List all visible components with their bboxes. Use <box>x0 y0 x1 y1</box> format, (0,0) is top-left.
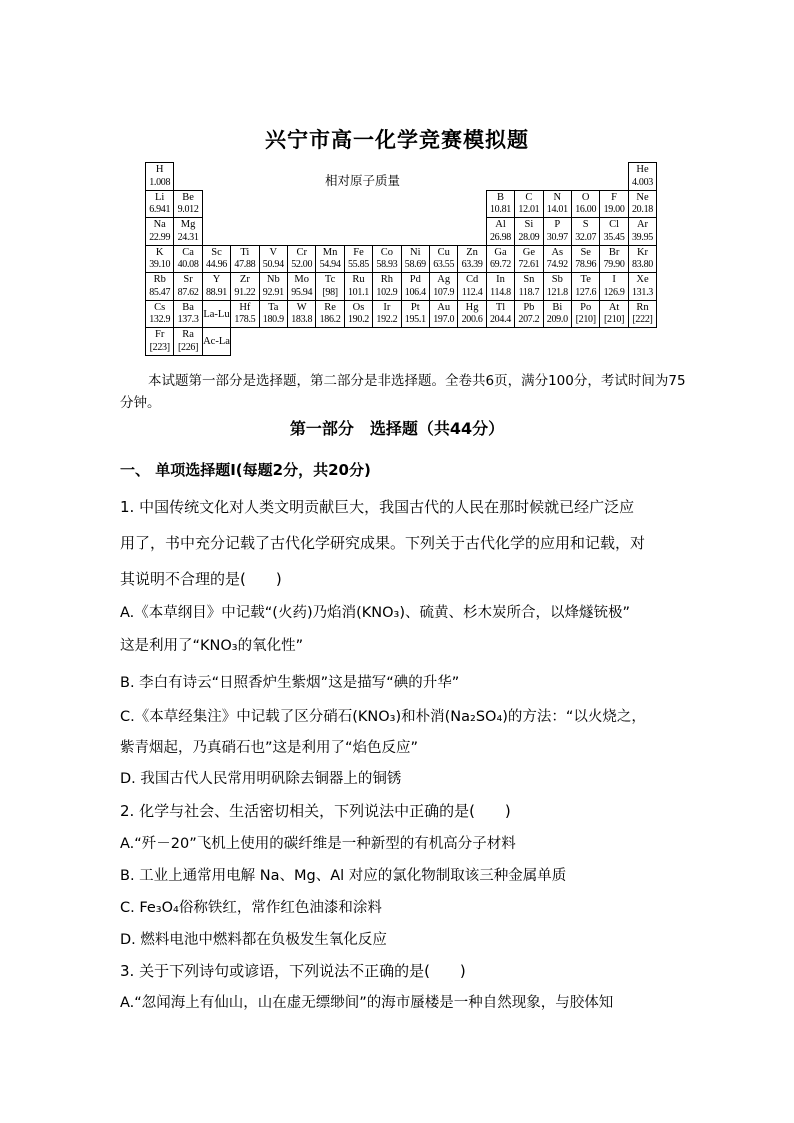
element-cell-cd <box>457 272 486 301</box>
element-symbol: S <box>582 219 589 230</box>
element-mass: 190.2 <box>347 314 369 325</box>
element-symbol: Pd <box>409 274 421 285</box>
element-mass: 192.2 <box>376 314 398 325</box>
element-cell-rh <box>372 272 401 301</box>
q2-option-d: D. 燃料电池中燃料都在负极发生氧化反应 <box>120 932 387 948</box>
section1-heading: 一、 单项选择题Ⅰ(每题2分，共20分) <box>120 461 371 479</box>
element-mass: [98] <box>322 286 338 298</box>
element-cell-ne <box>628 190 657 219</box>
element-cell-al <box>486 217 515 246</box>
element-cell-bi <box>543 300 572 329</box>
element-mass: 180.9 <box>262 314 284 325</box>
element-cell-in <box>486 272 515 301</box>
element-cell-mn <box>315 245 344 274</box>
element-symbol: Ne <box>636 191 649 203</box>
element-mass: 54.94 <box>319 259 341 270</box>
element-symbol: Sc <box>211 246 222 258</box>
element-cell-i <box>599 272 628 301</box>
element-cell-cu <box>429 245 458 274</box>
element-mass: [222] <box>632 314 653 325</box>
element-mass: 79.90 <box>603 259 625 270</box>
element-symbol: At <box>608 301 620 313</box>
element-symbol: In <box>496 274 505 285</box>
element-cell-v <box>259 245 288 274</box>
element-mass: 52.00 <box>291 259 313 270</box>
element-symbol: Ir <box>383 301 391 313</box>
q2-option-a: A.“歼－20”飞机上使用的碳纤维是一种新型的有机高分子材料 <box>120 836 516 852</box>
element-mass: 200.6 <box>461 314 483 325</box>
element-cell-ar <box>628 217 657 246</box>
element-cell-ir <box>372 300 401 329</box>
element-mass: 28.09 <box>518 231 540 243</box>
element-symbol: Co <box>380 246 394 258</box>
q1-stem-line3: 其说明不合理的是( ) <box>120 570 282 588</box>
element-cell-h <box>145 162 174 191</box>
element-cell-hg <box>457 300 486 329</box>
element-mass: 16.00 <box>575 204 597 215</box>
element-mass: 78.96 <box>575 259 597 270</box>
element-cell-be <box>173 190 202 219</box>
element-symbol: Zr <box>239 274 250 285</box>
element-symbol: Sb <box>551 274 563 285</box>
element-cell-mg <box>173 217 202 246</box>
q1-option-a-line2: 这是利用了“KNO₃的氧化性” <box>120 638 304 654</box>
element-symbol: Ra <box>182 329 194 340</box>
element-symbol: Kr <box>636 246 649 258</box>
element-mass: 91.22 <box>234 286 256 298</box>
element-symbol: La-Lu <box>203 308 230 320</box>
element-mass: 50.94 <box>262 259 284 270</box>
element-symbol: V <box>269 246 278 258</box>
exam-instructions: 本试题第一部分是选择题，第二部分是非选择题。全卷共6页，满分100分，考试时间为75分钟。 <box>120 373 686 411</box>
periodic-table-caption: 相对原子质量 <box>325 173 401 188</box>
element-symbol: Fe <box>353 246 364 258</box>
element-symbol: Sr <box>183 274 193 285</box>
element-symbol: F <box>611 191 617 203</box>
element-mass: 74.92 <box>546 259 568 270</box>
element-symbol: Au <box>437 301 451 313</box>
element-mass: 22.99 <box>149 231 171 243</box>
element-mass: 55.85 <box>347 259 369 270</box>
element-cell-co <box>372 245 401 274</box>
element-mass: 20.18 <box>631 204 653 215</box>
element-symbol: Te <box>580 274 591 285</box>
q1-option-d: D. 我国古代人民常用明矾除去铜器上的铜锈 <box>120 771 402 787</box>
element-cell-sn <box>514 272 543 301</box>
element-symbol: Cu <box>437 246 450 258</box>
element-mass: 102.9 <box>376 286 398 298</box>
element-mass: 132.9 <box>149 314 171 325</box>
element-symbol: Pb <box>523 301 535 313</box>
element-symbol: Os <box>352 301 365 313</box>
element-cell-p <box>543 217 572 246</box>
element-mass: 10.81 <box>489 204 511 215</box>
element-symbol: W <box>296 301 307 313</box>
element-cell-pb <box>514 300 543 329</box>
element-symbol: N <box>553 191 562 203</box>
element-symbol: Tl <box>495 301 506 313</box>
element-mass: 197.0 <box>433 314 455 325</box>
element-mass: 1.008 <box>149 176 171 188</box>
element-mass: 95.94 <box>291 286 313 298</box>
element-symbol: Si <box>524 219 534 230</box>
page-title: 兴宁市高一化学竞赛模拟题 <box>265 127 529 152</box>
element-mass: 63.39 <box>461 259 483 270</box>
element-symbol: Rb <box>153 274 166 285</box>
element-symbol: Rh <box>380 274 394 285</box>
q1-option-c-line2: 紫青烟起，乃真硝石也”这是利用了“焰色反应” <box>120 740 419 756</box>
element-cell-ru <box>344 272 373 301</box>
element-cell-si <box>514 217 543 246</box>
element-cell-sb <box>543 272 572 301</box>
element-symbol: P <box>554 219 561 230</box>
element-mass: [210] <box>604 314 625 325</box>
element-mass: 85.47 <box>149 286 171 298</box>
element-mass: 107.9 <box>433 286 455 298</box>
element-cell-os <box>344 300 373 329</box>
q2-option-b: B. 工业上通常用电解 Na、Mg、Al 对应的氯化物制取该三种金属单质 <box>120 868 567 884</box>
element-symbol: Cl <box>609 219 620 230</box>
q2-stem: 2. 化学与社会、生活密切相关，下列说法中正确的是( ) <box>120 802 511 820</box>
element-cell-cl <box>599 217 628 246</box>
element-mass: 58.69 <box>404 259 426 270</box>
element-symbol: Pt <box>410 301 420 313</box>
q3-stem: 3. 关于下列诗句或谚语，下列说法不正确的是( ) <box>120 962 466 980</box>
element-cell-at <box>599 300 628 329</box>
element-mass: 47.88 <box>234 259 256 270</box>
element-symbol: Ca <box>182 246 194 258</box>
element-mass: 204.4 <box>489 314 511 325</box>
element-cell-rn <box>628 300 657 329</box>
element-cell-sr <box>173 272 202 301</box>
element-cell-rb <box>145 272 174 301</box>
element-cell-te <box>571 272 600 301</box>
element-mass: 39.10 <box>149 259 171 270</box>
element-cell-re <box>315 300 344 329</box>
element-mass: 63.55 <box>433 259 455 270</box>
element-symbol: Ac-La <box>203 336 230 347</box>
element-cell-kr <box>628 245 657 274</box>
element-cell-o <box>571 190 600 219</box>
element-cell-fe <box>344 245 373 274</box>
element-symbol: H <box>155 164 164 175</box>
q1-stem-line2: 用了，书中充分记载了古代化学研究成果。下列关于古代化学的应用和记载，对 <box>120 534 646 552</box>
element-cell-zn <box>457 245 486 274</box>
element-cell-tc <box>315 272 344 301</box>
element-symbol: Po <box>580 301 592 313</box>
element-symbol: Be <box>182 191 194 203</box>
element-symbol: I <box>612 274 616 285</box>
element-cell-as <box>543 245 572 274</box>
element-symbol: Re <box>324 301 336 313</box>
element-cell-pd <box>401 272 430 301</box>
element-cell-cs <box>145 300 174 329</box>
element-symbol: Ta <box>268 301 279 313</box>
q1-option-a-line1: A.《本草纲目》中记载“(火药)乃焰消(KNO₃)、硫黄、杉木炭所合，以烽燧铳极” <box>120 605 631 621</box>
element-cell-li <box>145 190 174 219</box>
element-mass: 58.93 <box>376 259 398 270</box>
element-mass: 24.31 <box>177 231 199 243</box>
element-mass: 39.95 <box>631 231 653 243</box>
element-symbol: Cs <box>154 301 166 313</box>
element-cell-ti <box>230 245 259 274</box>
element-cell-ta <box>259 300 288 329</box>
element-cell-la-lu <box>202 300 231 329</box>
element-mass: [223] <box>149 341 170 353</box>
element-cell-fr <box>145 327 174 356</box>
element-symbol: Mn <box>322 246 338 258</box>
q3-option-a: A.“忽闻海上有仙山，山在虚无缥缈间”的海市蜃楼是一种自然现象，与胶体知 <box>120 995 614 1011</box>
element-cell-zr <box>230 272 259 301</box>
element-symbol: He <box>636 164 649 175</box>
element-mass: 9.012 <box>177 204 199 215</box>
element-symbol: K <box>155 246 164 258</box>
element-symbol: Bi <box>552 301 563 313</box>
element-mass: 209.0 <box>546 314 568 325</box>
element-cell-ag <box>429 272 458 301</box>
element-cell-ni <box>401 245 430 274</box>
element-cell-y <box>202 272 231 301</box>
element-cell-ba <box>173 300 202 329</box>
element-mass: 30.97 <box>546 231 568 243</box>
element-mass: 207.2 <box>518 314 540 325</box>
element-symbol: Mg <box>180 219 196 230</box>
element-mass: 126.9 <box>603 286 625 298</box>
element-mass: 127.6 <box>575 286 597 298</box>
element-mass: 4.003 <box>631 176 653 188</box>
element-mass: 121.8 <box>546 286 568 298</box>
element-cell-ge <box>514 245 543 274</box>
element-cell-n <box>543 190 572 219</box>
element-symbol: As <box>551 246 564 258</box>
element-symbol: Nb <box>266 274 280 285</box>
element-mass: 112.4 <box>461 286 483 298</box>
element-mass: 137.3 <box>177 314 199 325</box>
element-cell-f <box>599 190 628 219</box>
element-symbol: Ba <box>182 301 194 313</box>
q1-option-b: B. 李白有诗云“日照香炉生紫烟”这是描写“碘的升华” <box>120 675 460 691</box>
element-cell-b <box>486 190 515 219</box>
element-cell-se <box>571 245 600 274</box>
element-cell-au <box>429 300 458 329</box>
element-mass: 32.07 <box>575 231 597 243</box>
element-symbol: Ag <box>437 274 451 285</box>
element-symbol: Ar <box>636 219 649 230</box>
element-cell-sc <box>202 245 231 274</box>
element-symbol: Hg <box>465 301 479 313</box>
element-cell-ga <box>486 245 515 274</box>
element-cell-k <box>145 245 174 274</box>
part1-title: 第一部分 选择题（共44分） <box>289 419 505 438</box>
element-mass: 6.941 <box>149 204 171 215</box>
q2-option-c: C. Fe₃O₄俗称铁红，常作红色油漆和涂料 <box>120 900 382 916</box>
element-mass: 83.80 <box>631 259 653 270</box>
element-symbol: Fr <box>155 329 165 340</box>
element-cell-mo <box>287 272 316 301</box>
element-cell-ra <box>173 327 202 356</box>
element-symbol: Sn <box>523 274 535 285</box>
element-mass: 92.91 <box>262 286 284 298</box>
element-symbol: Ni <box>410 246 421 258</box>
element-cell-nb <box>259 272 288 301</box>
element-symbol: Hf <box>239 301 251 313</box>
element-symbol: Y <box>212 274 221 285</box>
element-mass: 14.01 <box>546 204 568 215</box>
element-mass: 106.4 <box>404 286 426 298</box>
element-symbol: Ga <box>494 246 507 258</box>
element-mass: 131.3 <box>631 286 653 298</box>
element-mass: 101.1 <box>347 286 369 298</box>
element-cell-tl <box>486 300 515 329</box>
element-cell-c <box>514 190 543 219</box>
element-mass: 186.2 <box>319 314 341 325</box>
element-symbol: Li <box>155 191 165 203</box>
element-cell-cr <box>287 245 316 274</box>
element-symbol: Cd <box>465 274 479 285</box>
element-mass: 114.8 <box>490 286 511 298</box>
element-symbol: B <box>496 191 504 203</box>
element-symbol: Xe <box>636 274 649 285</box>
element-mass: 72.61 <box>518 259 540 270</box>
element-symbol: Br <box>608 246 620 258</box>
element-mass: 40.08 <box>177 259 199 270</box>
element-mass: 69.72 <box>489 259 511 270</box>
element-symbol: Rn <box>636 301 649 313</box>
element-cell-ca <box>173 245 202 274</box>
element-symbol: Se <box>580 246 591 258</box>
element-mass: 44.96 <box>205 259 227 270</box>
element-cell-xe <box>628 272 657 301</box>
element-symbol: C <box>525 191 533 203</box>
element-symbol: O <box>581 191 590 203</box>
element-cell-w <box>287 300 316 329</box>
element-symbol: Ti <box>240 246 250 258</box>
element-cell-s <box>571 217 600 246</box>
element-symbol: Ru <box>352 274 365 285</box>
element-cell-ac-la <box>202 327 231 356</box>
element-symbol: Al <box>495 219 506 230</box>
element-cell-hf <box>230 300 259 329</box>
element-symbol: Mo <box>294 274 309 285</box>
element-cell-he <box>628 162 657 191</box>
q1-stem-line1: 1. 中国传统文化对人类文明贡献巨大，我国古代的人民在那时候就已经广泛应 <box>120 498 635 516</box>
element-mass: 12.01 <box>518 204 540 215</box>
element-cell-pt <box>401 300 430 329</box>
element-mass: 178.5 <box>234 314 256 325</box>
element-mass: 195.1 <box>404 314 426 325</box>
element-symbol: Cr <box>296 246 307 258</box>
element-mass: 183.8 <box>291 314 313 325</box>
element-symbol: Tc <box>324 274 336 285</box>
element-mass: 88.91 <box>205 286 227 298</box>
element-symbol: Na <box>153 219 166 230</box>
element-mass: 19.00 <box>603 204 625 215</box>
element-symbol: Ge <box>522 246 535 258</box>
element-cell-br <box>599 245 628 274</box>
element-mass: [226] <box>178 341 199 353</box>
element-mass: 118.7 <box>518 286 540 298</box>
periodic-table <box>145 162 659 355</box>
element-mass: [210] <box>575 314 596 325</box>
element-cell-po <box>571 300 600 329</box>
element-mass: 35.45 <box>603 231 625 243</box>
element-cell-na <box>145 217 174 246</box>
element-symbol: Zn <box>466 246 478 258</box>
element-mass: 26.98 <box>489 231 511 243</box>
element-mass: 87.62 <box>177 286 199 298</box>
q1-option-c-line1: C.《本草经集注》中记载了区分硝石(KNO₃)和朴消(Na₂SO₄)的方法：“以火烧之， <box>120 709 646 725</box>
